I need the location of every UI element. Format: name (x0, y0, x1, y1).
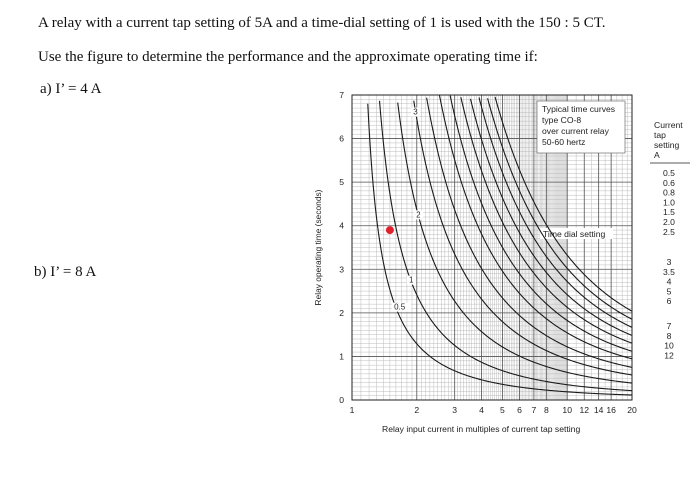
x-tick-label: 4 (479, 405, 484, 415)
x-tick-label: 8 (543, 405, 549, 415)
tap-setting-value: 0.8 (663, 187, 675, 198)
chart-annotation-line: type CO-8 (542, 115, 582, 125)
x-tick-label: 1 (349, 405, 355, 415)
tap-table-header: tap (654, 130, 666, 140)
y-tick-label: 3 (339, 264, 344, 275)
tap-table-header: A (654, 150, 660, 160)
question-b: b) I’ = 8 A (34, 264, 97, 280)
problem-statement-line1: A relay with a current tap setting of 5A and a time-dial setting of 1 is used with the 150 : 5 CT. (38, 15, 606, 31)
curve-label: 0.5 (394, 302, 406, 312)
tap-setting-value: 5 (666, 286, 672, 297)
x-tick-label: 7 (531, 405, 537, 415)
y-tick-label: 5 (339, 177, 344, 188)
x-tick-label: 6 (517, 405, 522, 415)
x-tick-label: 16 (606, 405, 616, 415)
tap-setting-value: 4 (666, 276, 672, 287)
tap-setting-value: 6 (666, 296, 672, 307)
chart-annotation-line: Typical time curves (542, 104, 616, 114)
y-tick-label: 6 (339, 133, 344, 144)
question-a: a) I’ = 4 A (40, 81, 102, 97)
y-tick-label: 2 (339, 307, 344, 318)
tap-setting-value: 2.5 (663, 226, 675, 237)
y-tick-label: 0 (339, 395, 344, 405)
tap-setting-value: 7 (666, 321, 672, 331)
chart-annotation-line: 50-60 hertz (542, 137, 586, 147)
problem-statement-line2: Use the figure to determine the performance and the approximate operating time if: (38, 49, 538, 65)
tap-setting-value: 1.0 (663, 197, 675, 208)
chart-annotation-line: over current relay (542, 126, 609, 136)
tap-setting-value: 0.5 (663, 168, 675, 178)
x-tick-label: 20 (627, 405, 637, 415)
tap-setting-value: 3 (666, 257, 672, 267)
x-tick-label: 2 (414, 405, 420, 415)
highlighted-point (386, 226, 394, 234)
y-tick-label: 7 (339, 90, 344, 100)
tap-setting-value: 2.0 (663, 217, 675, 227)
x-tick-label: 10 (562, 405, 572, 415)
y-tick-label: 4 (339, 220, 344, 231)
tap-setting-value: 10 (664, 340, 674, 351)
curve-label: 1 (408, 275, 414, 285)
x-tick-label: 3 (452, 405, 458, 415)
curve-family-label: Time dial setting (543, 229, 606, 239)
x-tick-label: 14 (593, 405, 604, 415)
x-axis-label: Relay input current in multiples of current tap setting (382, 424, 581, 434)
tap-setting-value: 3.5 (663, 266, 675, 277)
tap-setting-value: 1.5 (663, 207, 675, 218)
tap-setting-value: 12 (664, 350, 674, 361)
curve-label: 2 (416, 210, 421, 220)
x-tick-label: 5 (500, 405, 505, 415)
x-tick-label: 12 (579, 405, 590, 415)
tap-table-header: Current (654, 120, 683, 130)
tap-table-header: setting (654, 140, 680, 150)
tap-setting-value: 8 (666, 330, 672, 341)
y-tick-label: 1 (339, 351, 344, 362)
curve-label: 3 (413, 107, 418, 117)
y-axis-label: Relay operating time (seconds) (313, 189, 323, 306)
tap-setting-value: 0.6 (663, 177, 675, 188)
